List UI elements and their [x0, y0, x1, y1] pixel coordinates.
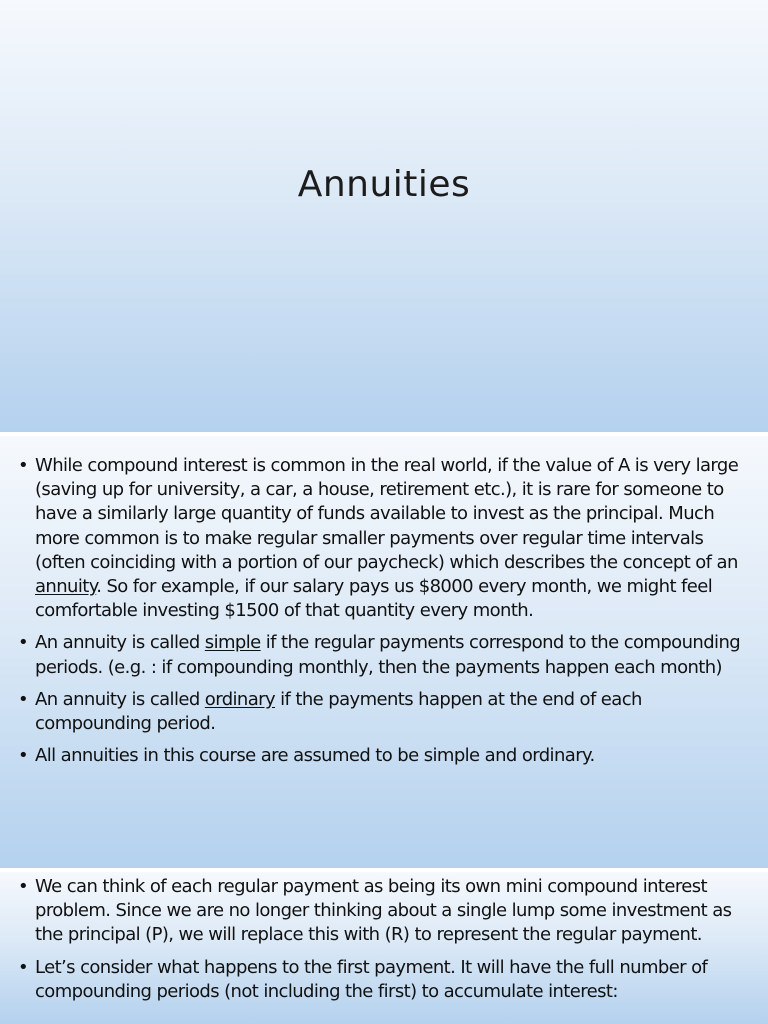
bullet-text: Let’s consider what happens to the first payment. It will have the full number of compounding periods (not including the first) to accumulate interest: [35, 956, 708, 1002]
bullet-text: if the payments happen at the end of each compounding period. [35, 688, 642, 735]
definitions-slide [0, 436, 768, 868]
title-slide [0, 0, 768, 432]
bullet-text: We can think of each regular payment as being its own mini compound interest problem. Since we are no longer thinking about a single lump some investment as the principal (P), we will replace this with (R) to represent the regular payment. [35, 876, 732, 946]
bullet-course-assumption [16, 744, 746, 768]
slide-title: Annuities [297, 164, 471, 205]
bullet-text: While compound interest is common in the real world, if the value of A is very large (saving up for university, a car, a house, retirement etc.), it is rare for someone to have a similarly large quantity of funds available to invest as the principal. Much more common is to make regular smaller payments over regular time intervals (often coinciding with a portion of our paycheck) which describes the concept of an [35, 455, 739, 573]
payment-slide [0, 872, 768, 1024]
term-ordinary: ordinary [204, 688, 276, 710]
bullet-text: An annuity is called [35, 688, 205, 710]
bullet-simple-definition [16, 631, 746, 679]
bullet-ordinary-definition [16, 688, 746, 736]
bullet-text: All annuities in this course are assumed to be simple and ordinary. [35, 745, 595, 767]
term-annuity: annuity [35, 576, 97, 598]
bullet-text: An annuity is called [35, 632, 205, 654]
bullet-list [16, 454, 746, 776]
term-simple: simple [204, 632, 261, 654]
bullet-list [16, 875, 746, 1012]
bullet-text: . So for example, if our salary pays us $8000 every month, we might feel comfortable investing $1500 of that quantity every month. [35, 576, 713, 622]
bullet-text: if the regular payments correspond to the compounding periods. (e.g. : if compounding monthly, then the payments happen each month) [35, 632, 741, 678]
bullet-annuity-intro [16, 454, 746, 623]
bullet-first-payment [16, 956, 746, 1004]
bullet-regular-payment [16, 875, 746, 948]
